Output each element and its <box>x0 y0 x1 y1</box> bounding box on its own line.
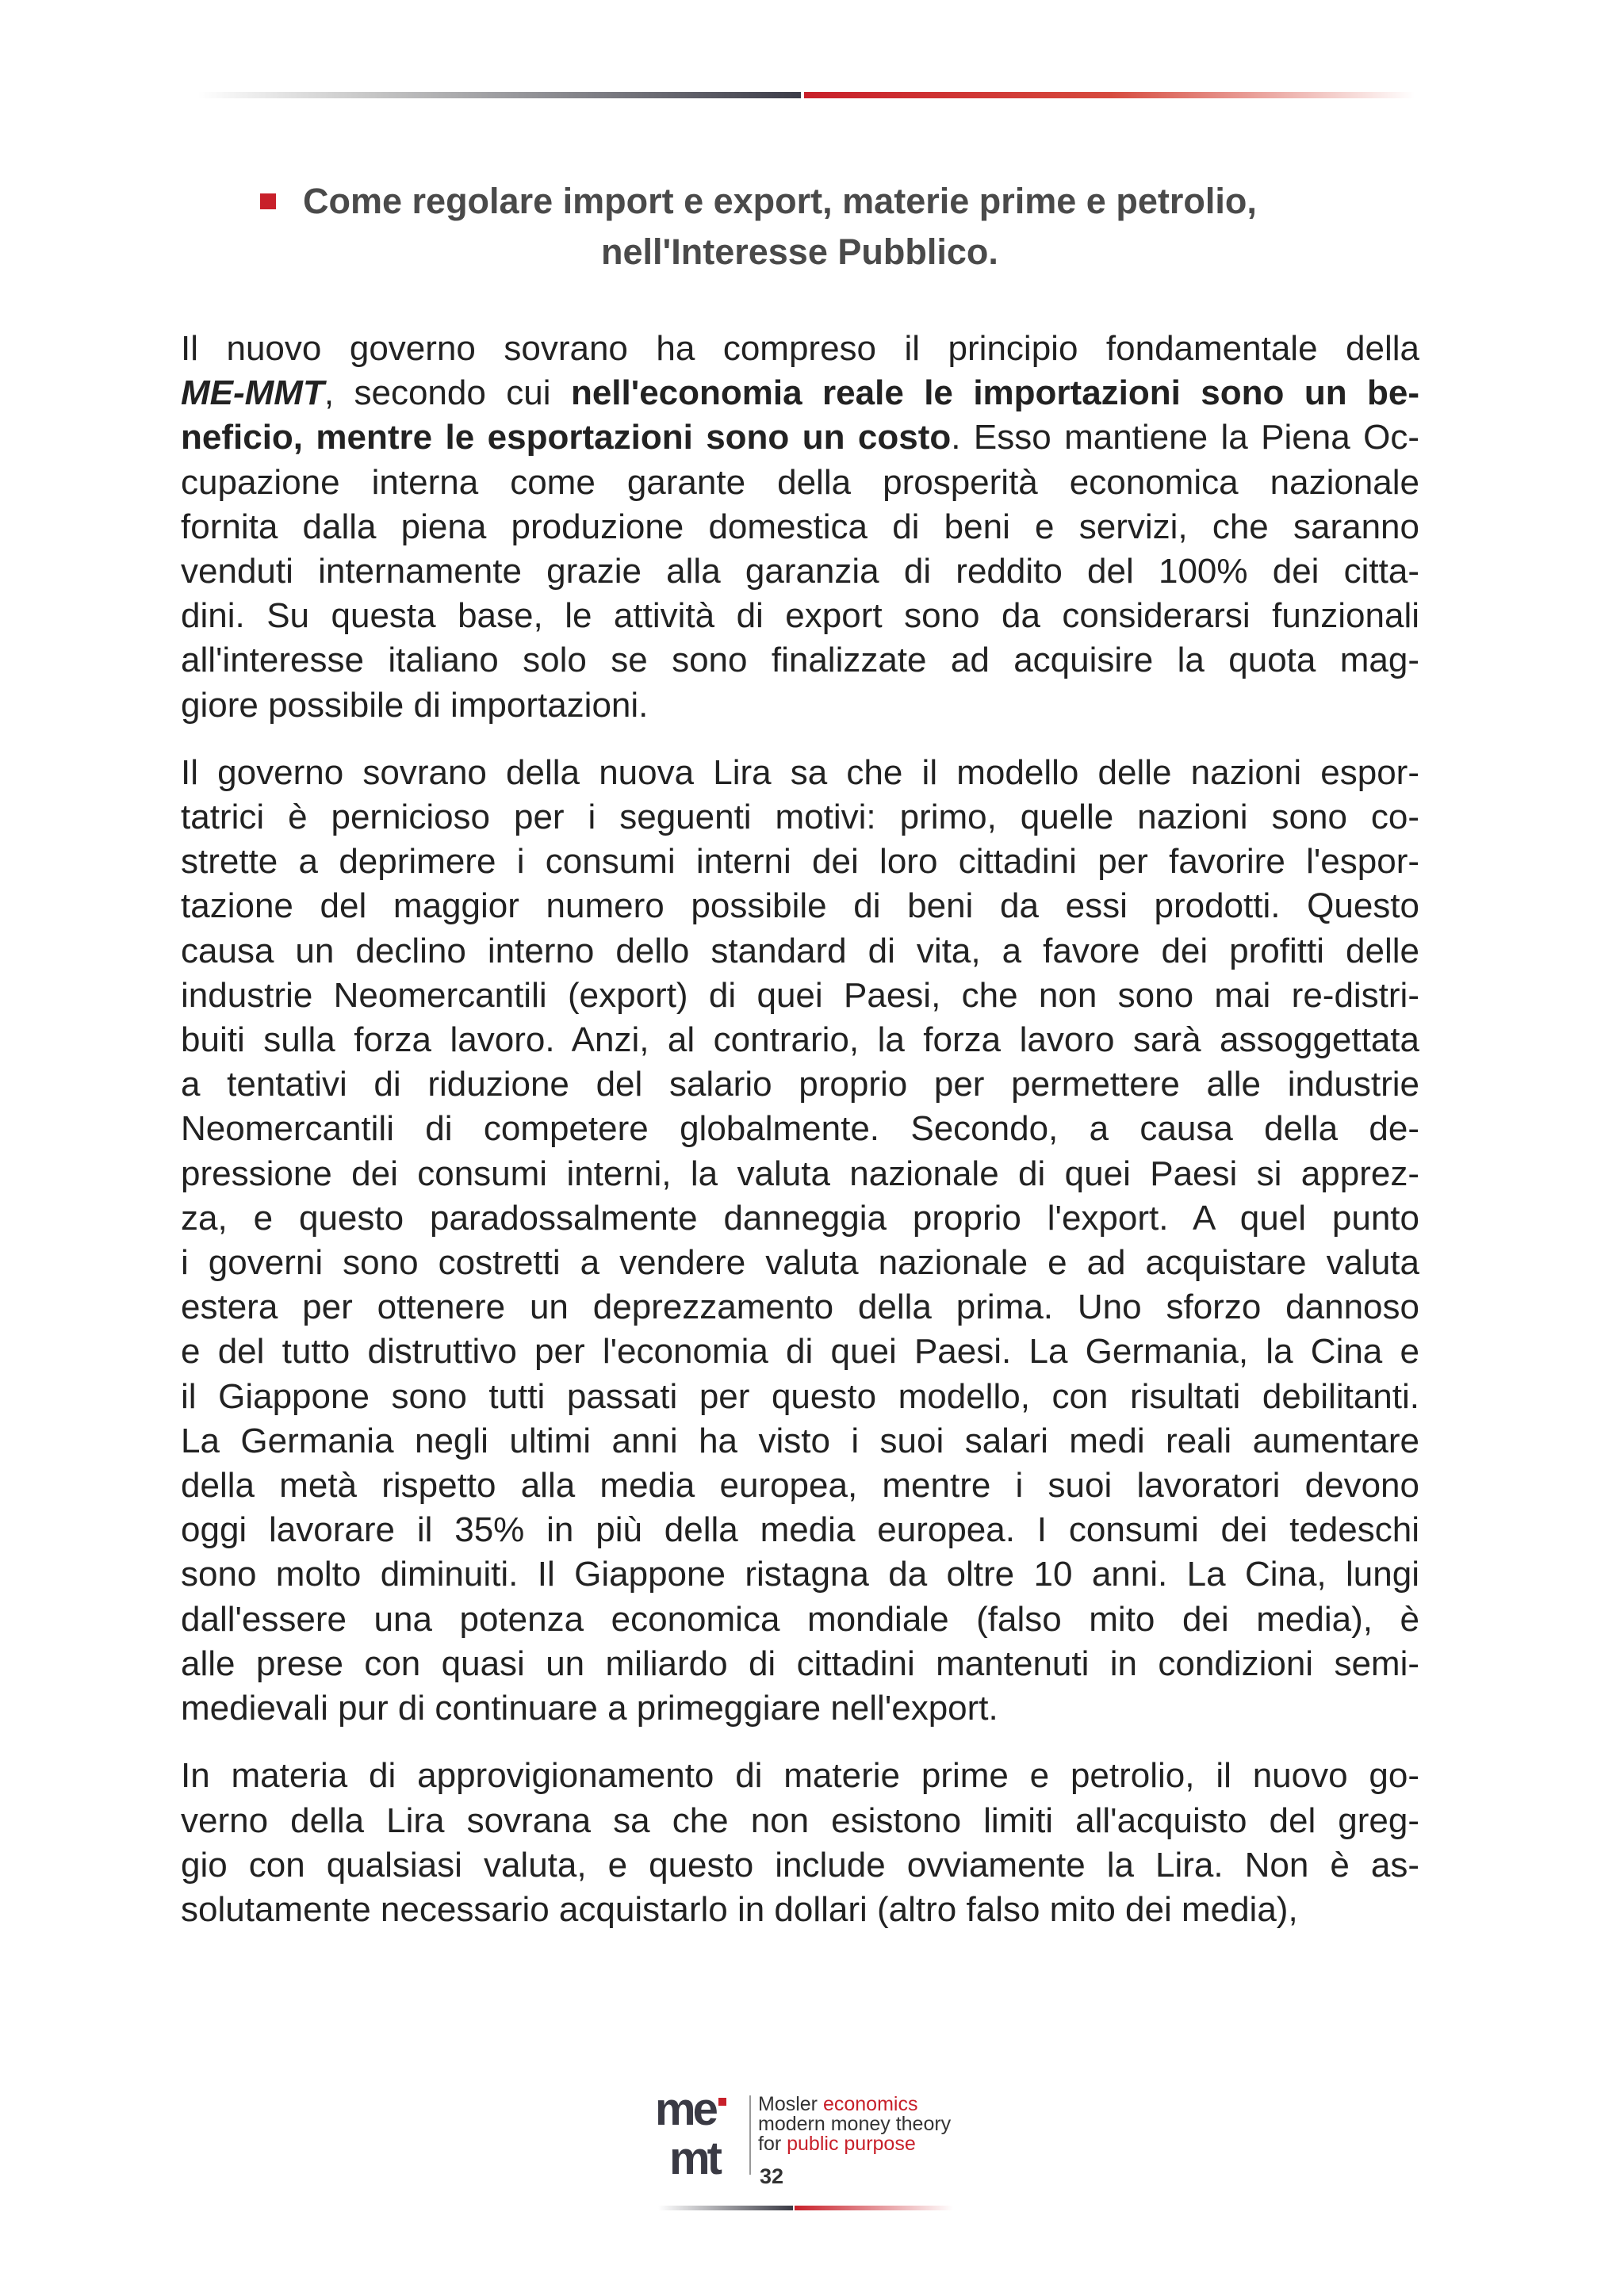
body-run: sono molto diminuiti. Il Giappone ristagna da oltre 10 anni. La Cina, lungi <box>181 1555 1419 1594</box>
text-line <box>181 1018 1419 1062</box>
footer-brand-economics: economics <box>822 2093 918 2115</box>
section-heading-line-2: nell'Interesse Pubblico. <box>601 232 998 272</box>
memt-logo-icon <box>655 2085 758 2182</box>
body-run: e del tutto distruttivo per l'economia di quei Paesi. La Germania, la Cina e <box>181 1332 1419 1372</box>
text-line <box>181 683 1419 728</box>
bottom-rule-dark <box>658 2206 793 2210</box>
top-rule-dark <box>198 92 801 98</box>
paragraph <box>181 327 1419 728</box>
svg-text:me: me <box>655 2085 715 2135</box>
body-run: a tentativi di riduzione del salario proprio per permettere alle industrie <box>181 1065 1419 1104</box>
footer-brand-text <box>758 2095 951 2154</box>
text-line <box>181 884 1419 928</box>
text-line <box>181 1754 1419 1798</box>
text-line <box>181 1508 1419 1552</box>
body-run: gio con qualsiasi valuta, e questo include ovviamente la Lira. Non è as- <box>181 1845 1419 1885</box>
text-line <box>181 1062 1419 1107</box>
text-line <box>181 505 1419 549</box>
body-run: i governi sono costretti a vendere valuta nazionale e ad acquistare valuta <box>181 1243 1419 1283</box>
square-bullet-icon <box>260 193 276 209</box>
body-run: il Giappone sono tutti passati per questo modello, con risultati debilitanti. <box>181 1376 1419 1416</box>
text-line <box>181 1107 1419 1151</box>
footer-brand-mmt: modern money theory <box>758 2113 952 2135</box>
body-run: Neomercantili di competere globalmente. Secondo, a causa della de- <box>181 1109 1419 1149</box>
text-line <box>181 461 1419 505</box>
body-run: strette a deprimere i consumi interni dei loro cittadini per favorire l'espor- <box>181 842 1419 882</box>
body-text <box>181 327 1419 1932</box>
text-line <box>181 327 1419 371</box>
body-run: . Esso mantiene la Piena Oc- <box>951 418 1419 457</box>
body-run: venduti internamente grazie alla garanzia di reddito del 100% dei citta- <box>181 552 1419 591</box>
emphasis-text: ME-MMT <box>181 373 324 413</box>
text-line <box>181 974 1419 1018</box>
text-line <box>181 751 1419 795</box>
body-run: all'interesse italiano solo se sono finalizzate ad acquisire la quota mag- <box>181 641 1419 680</box>
footer-brand-public-purpose: public purpose <box>787 2133 916 2155</box>
emphasis-text: nell'economia reale le importazioni sono un be- <box>570 373 1420 413</box>
body-run: cupazione interna come garante della prosperità economica nazionale <box>181 462 1419 502</box>
text-line <box>181 1843 1419 1888</box>
section-heading-line-1: Come regolare import e export, materie prime e petrolio, <box>303 181 1257 221</box>
body-run: dini. Su questa base, le attività di export sono da considerarsi funzionali <box>181 596 1419 636</box>
text-line <box>181 1330 1419 1374</box>
body-run: alle prese con quasi un miliardo di cittadini mantenuti in condizioni semi- <box>181 1644 1419 1683</box>
emphasis-text: neficio, mentre le esportazioni sono un costo <box>181 418 952 457</box>
body-run: pressione dei consumi interni, la valuta nazionale di quei Paesi si apprez- <box>181 1154 1419 1193</box>
body-run: In materia di approvigionamento di materie prime e petrolio, il nuovo go- <box>181 1756 1419 1796</box>
bottom-rule-red <box>795 2206 953 2210</box>
body-run: estera per ottenere un deprezzamento della prima. Uno sforzo dannoso <box>181 1288 1419 1327</box>
body-run: fornita dalla piena produzione domestica di beni e servizi, che saranno <box>181 507 1419 546</box>
body-run: della metà rispetto alla media europea, mentre i suoi lavoratori devono <box>181 1466 1419 1506</box>
footer-divider <box>749 2095 751 2175</box>
text-line <box>181 549 1419 594</box>
body-run: La Germania negli ultimi anni ha visto i suoi salari medi reali aumentare <box>181 1421 1419 1460</box>
body-run: giore possibile di importazioni. <box>181 685 649 725</box>
text-line <box>181 1642 1419 1686</box>
body-run: oggi lavorare il 35% in più della media europea. I consumi dei tedeschi <box>181 1510 1419 1550</box>
page-number: 32 <box>760 2164 784 2188</box>
text-line <box>181 1196 1419 1241</box>
text-line <box>181 1552 1419 1597</box>
paragraph <box>181 751 1419 1731</box>
body-run: causa un declino interno dello standard di vita, a favore dei profitti delle <box>181 931 1419 970</box>
body-run: industrie Neomercantili (export) di quei Paesi, che non sono mai re-distri- <box>181 975 1419 1015</box>
svg-text:mt: mt <box>669 2133 719 2182</box>
body-run: dall'essere una potenza economica mondiale (falso mito dei media), è <box>181 1599 1419 1639</box>
body-run: tatrici è pernicioso per i seguenti motivi: primo, quelle nazioni sono co- <box>181 798 1419 837</box>
footer-brand-for: for <box>758 2133 787 2155</box>
text-line <box>181 1598 1419 1642</box>
body-run: , secondo cui <box>324 373 571 413</box>
paragraph <box>181 1754 1419 1932</box>
text-line <box>181 840 1419 884</box>
body-run: tazione del maggior numero possibile di beni da essi prodotti. Questo <box>181 886 1419 926</box>
text-line <box>181 638 1419 683</box>
text-line <box>181 1375 1419 1419</box>
text-line <box>181 795 1419 840</box>
top-rule-red <box>804 92 1415 98</box>
body-run: Il governo sovrano della nuova Lira sa che il modello delle nazioni espor- <box>181 752 1419 792</box>
footer-brand-mosler: Mosler <box>758 2093 823 2115</box>
text-line <box>181 1799 1419 1843</box>
text-line <box>181 1241 1419 1285</box>
body-run: solutamente necessario acquistarlo in dollari (altro falso mito dei media), <box>181 1889 1298 1929</box>
body-run: za, e questo paradossalmente danneggia proprio l'export. A quel punto <box>181 1198 1419 1238</box>
text-line <box>181 594 1419 638</box>
section-heading <box>254 176 1364 277</box>
text-line <box>181 1686 1419 1731</box>
text-line <box>181 1419 1419 1464</box>
text-line <box>181 1152 1419 1196</box>
text-line <box>181 1285 1419 1330</box>
body-run: medievali pur di continuare a primeggiare nell'export. <box>181 1689 998 1728</box>
text-line <box>181 929 1419 974</box>
body-run: Il nuovo governo sovrano ha compreso il principio fondamentale della <box>181 329 1419 368</box>
text-line <box>181 415 1419 460</box>
text-line <box>181 371 1419 415</box>
text-line <box>181 1464 1419 1508</box>
body-run: buiti sulla forza lavoro. Anzi, al contrario, la forza lavoro sarà assoggettata <box>181 1020 1419 1060</box>
text-line <box>181 1888 1419 1932</box>
body-run: verno della Lira sovrana sa che non esistono limiti all'acquisto del greg- <box>181 1800 1419 1840</box>
